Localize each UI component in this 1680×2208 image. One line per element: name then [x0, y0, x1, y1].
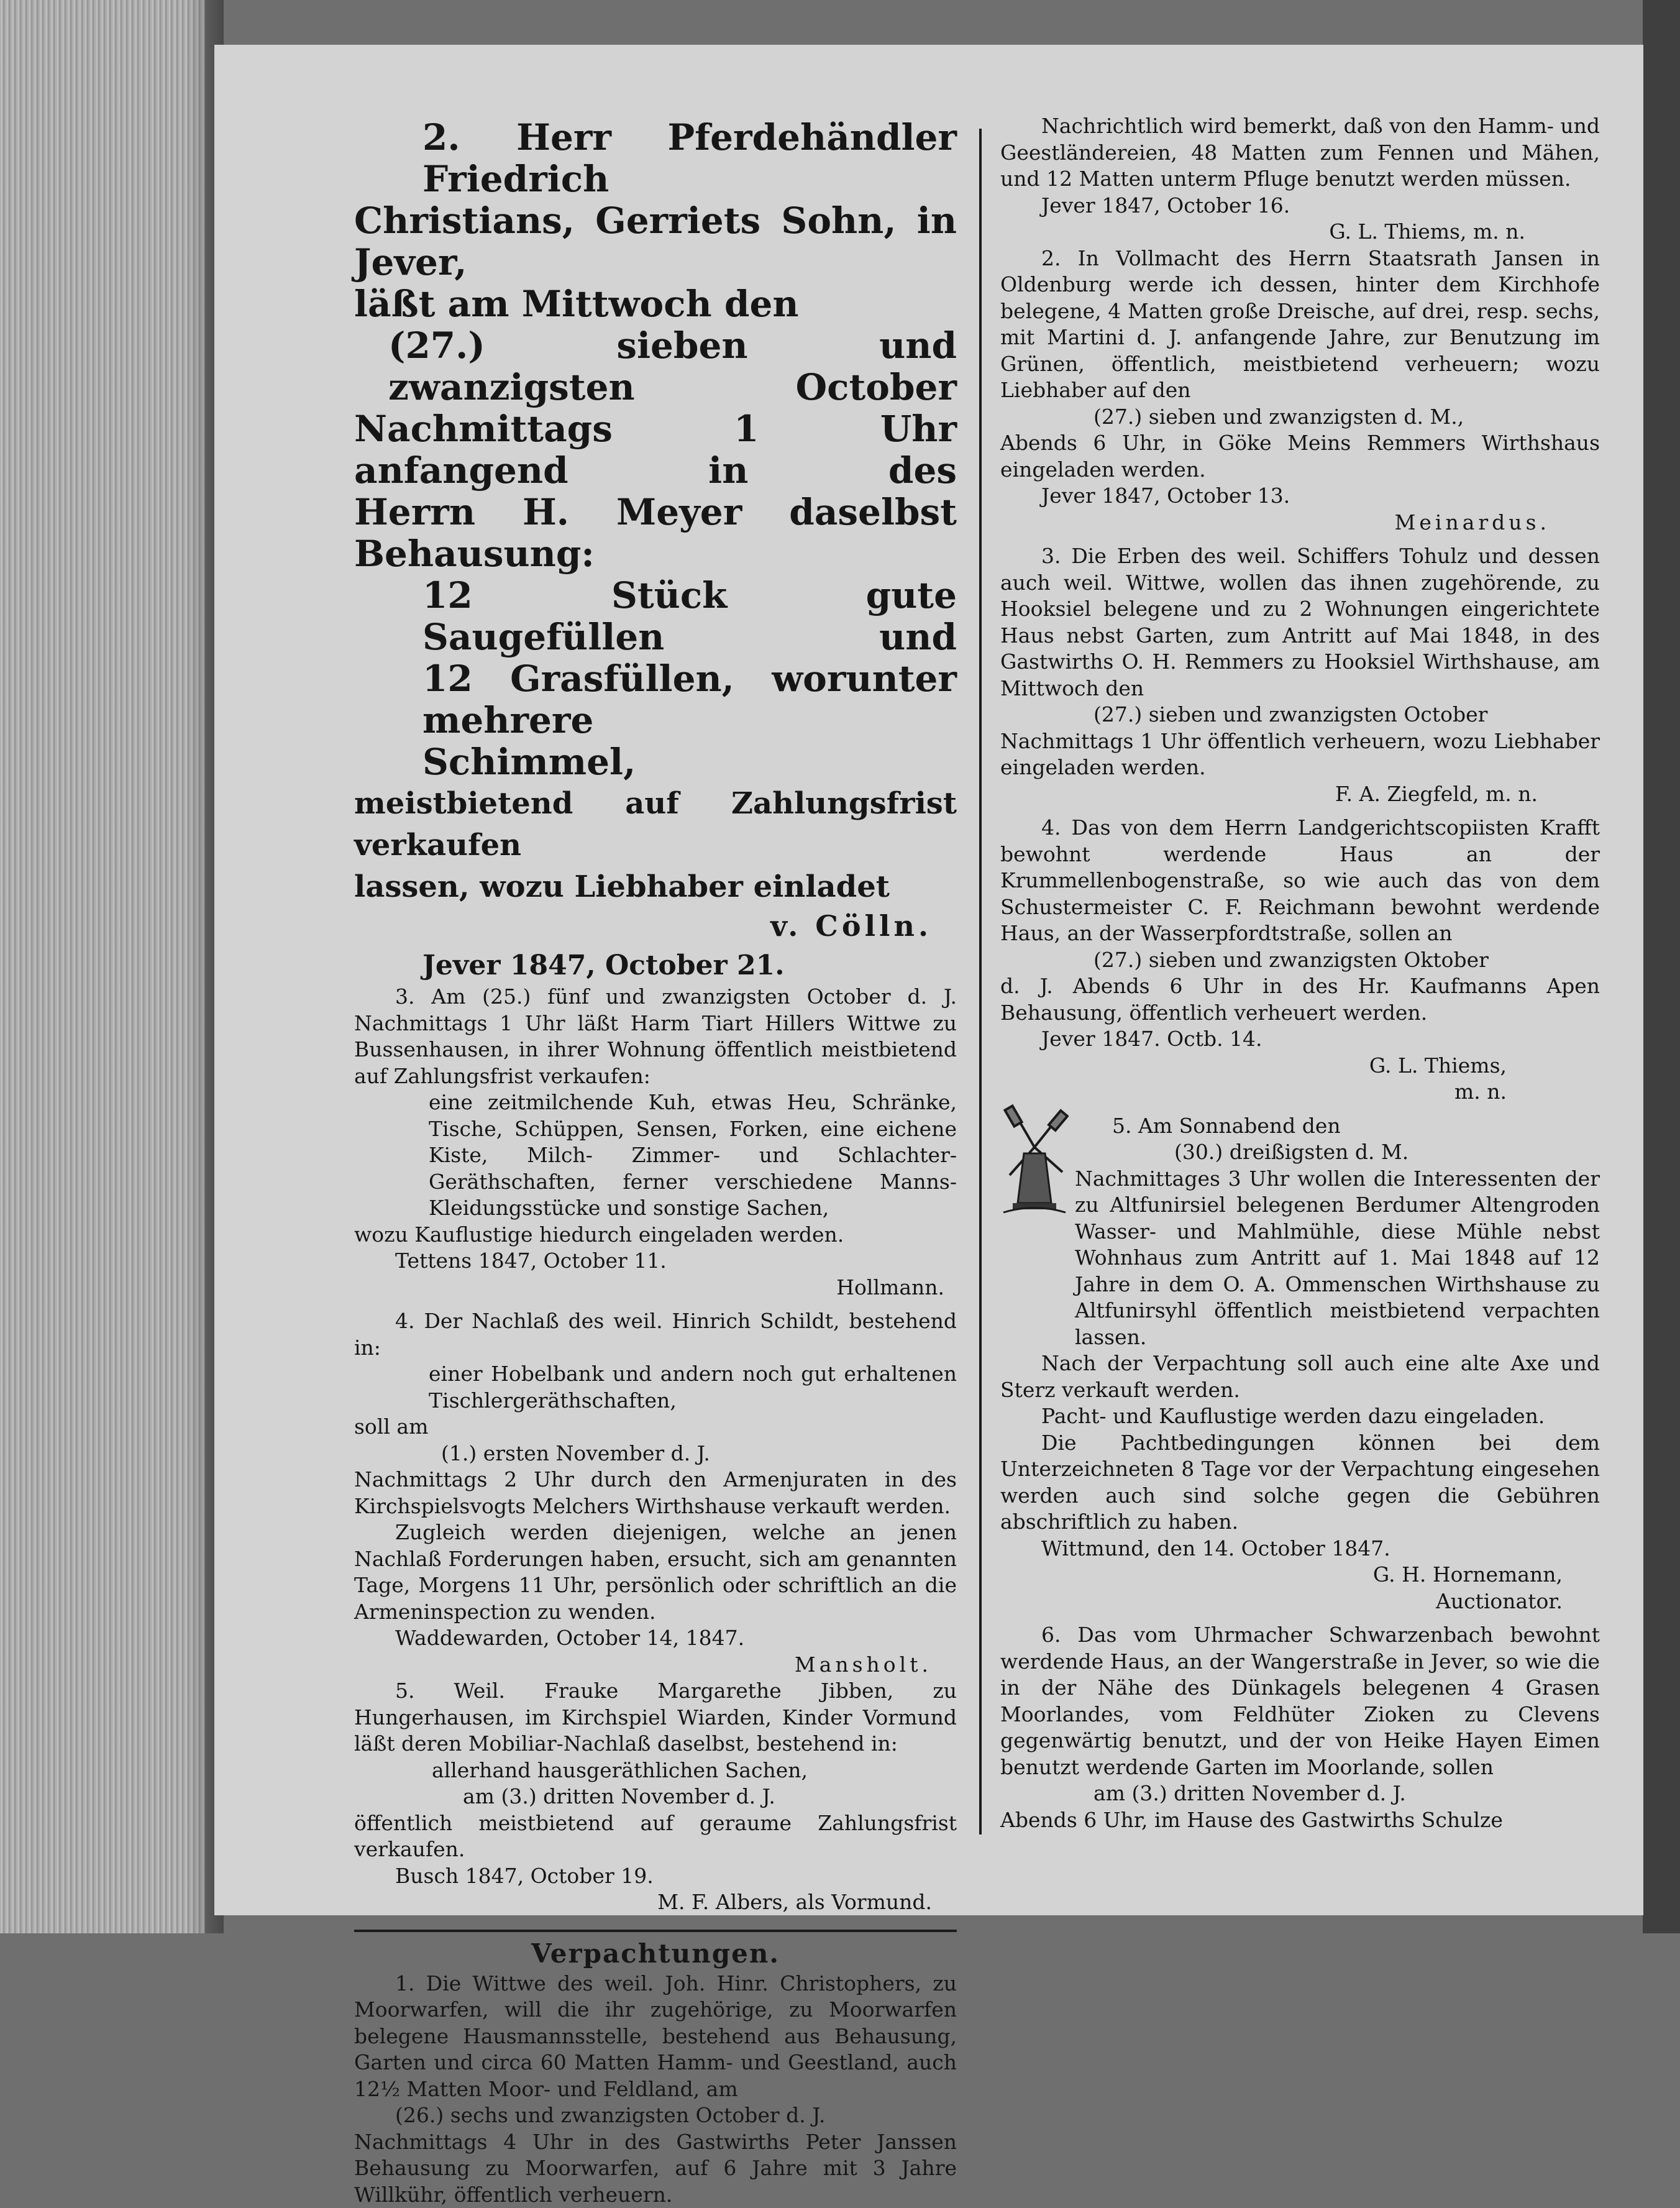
ad-2-line: läßt am Mittwoch den — [354, 283, 957, 325]
ad-2-line: meistbietend auf Zahlungsfrist verkaufen — [354, 783, 957, 866]
lease-5-text2: Nach der Verpachtung soll auch eine alte Axe und Sterz verkauft werden. — [1000, 1350, 1600, 1403]
ad-2-line: 12 Grasfüllen, worunter mehrere — [354, 658, 957, 741]
ad-3-signature: Hollmann. — [354, 1275, 957, 1301]
lease-4-text2: d. J. Abends 6 Uhr in des Hr. Kaufmanns Apen Behausung, öffentlich verheuert werden. — [1000, 973, 1600, 1026]
column-divider — [979, 129, 982, 1835]
ad-4-signature: Mansholt. — [354, 1652, 957, 1679]
ad-2-headline — [354, 117, 957, 908]
ad-2-line: Christians, Gerriets Sohn, in Jever, — [354, 200, 957, 283]
lease-5-date: Wittmund, den 14. October 1847. — [1000, 1536, 1600, 1562]
lease-6-text: 6. Das vom Uhrmacher Schwarzenbach bewohnt werdende Haus, an der Wangerstraße in Jever, so wie die in der Nähe des Dünkagels belegenen 4 Grasen Moorlandes, vom Feldhüter Zioken zu Clevens gegenwärtig benutzt, und der von Heike Hayen Eimen benutzt werdende Garten im Moorlande, sollen — [1000, 1622, 1600, 1780]
lease-5-text: Nachmittages 3 Uhr wollen die Interessenten der zu Altfunirsiel belegenen Berdumer Altengroden Wasser- und Mahlmühle, diese Mühle nebst Wohnhaus zum Antritt auf 1. Mai 1848 auf 12 Jahre in dem O. A. Ommenschen Wirthshause zu Altfunirsyhl öffentlich meistbietend verpachten lassen. — [1000, 1166, 1600, 1351]
lease-2-date-line: (27.) sieben und zwanzigsten d. M., — [1000, 404, 1600, 431]
lease-2-signature: Meinardus. — [1000, 510, 1600, 536]
lease-5-text3: Pacht- und Kauflustige werden dazu eingeladen. — [1000, 1403, 1600, 1430]
lease-3-signature: F. A. Ziegfeld, m. n. — [1000, 781, 1600, 808]
lease-6-text2: Abends 6 Uhr, im Hause des Gastwirths Schulze — [1000, 1807, 1600, 1834]
ad-2-line: (27.) sieben und zwanzigsten October — [354, 325, 957, 408]
ad-2-line: lassen, wozu Liebhaber einladet — [354, 866, 957, 908]
lease-4-text: 4. Das von dem Herrn Landgerichtscopiisten Krafft bewohnt werdende Haus an der Krummellenbogenstraße, so wie auch das von dem Schustermeister C. F. Reichmann bewohnt werdende Haus, an der Wasserpfordtstraße, sollen an — [1000, 815, 1600, 947]
lease-4-date: Jever 1847. Octb. 14. — [1000, 1026, 1600, 1053]
lease-6-date-line: am (3.) dritten November d. J. — [1000, 1780, 1600, 1807]
lease-5-block — [1000, 1113, 1600, 1166]
left-column — [354, 117, 957, 2208]
ad-3-closing: wozu Kauflustige hiedurch eingeladen werden. — [354, 1222, 957, 1248]
ad-3-items: eine zeitmilchende Kuh, etwas Heu, Schränke, Tische, Schüppen, Sensen, Forken, eine eichene Kiste, Milch- Zimmer- und Schlachter-Geräthschaften, ferner verschiedene Manns-Kleidungsstücke und sonstige Sachen, — [354, 1089, 957, 1222]
ad-2-date: Jever 1847, October 21. — [354, 948, 957, 984]
ad-2-signature: v. Cölln. — [354, 908, 957, 944]
lease-5-signature: G. H. Hornemann, — [1000, 1562, 1600, 1588]
ad-4-text2: Nachmittags 2 Uhr durch den Armenjuraten in des Kirchspielsvogts Melchers Wirthshause verkauft werden. — [354, 1467, 957, 1519]
ad-5-date-line: am (3.) dritten November d. J. — [354, 1784, 957, 1810]
lease-1-date: Jever 1847, October 16. — [1000, 193, 1600, 219]
ad-5-text: 5. Weil. Frauke Margarethe Jibben, zu Hungerhausen, im Kirchspiel Wiarden, Kinder Vormund läßt deren Mobiliar-Nachlaß daselbst, bestehend in: — [354, 1678, 957, 1757]
ad-5-date: Busch 1847, October 19. — [354, 1863, 957, 1890]
lease-1-date-line: (26.) sechs und zwanzigsten October d. J. — [354, 2102, 957, 2129]
lease-5-date-line: (30.) dreißigsten d. M. — [1075, 1139, 1600, 1166]
ad-4-date: Waddewarden, October 14, 1847. — [354, 1625, 957, 1652]
lease-3-text: 3. Die Erben des weil. Schiffers Tohulz und dessen auch weil. Wittwe, wollen das ihnen zugehörende, zu Hooksiel belegene und zu 2 Wohnungen eingerichtete Haus nebst Garten, zum Antritt auf Mai 1848, in des Gastwirths O. H. Remmers zu Hooksiel Wirthshause, am Mittwoch den — [1000, 543, 1600, 702]
section-rule — [354, 1930, 957, 1932]
ad-5-text2: öffentlich meistbietend auf geraume Zahlungsfrist verkaufen. — [354, 1810, 957, 1863]
lease-3-date-line: (27.) sieben und zwanzigsten October — [1000, 702, 1600, 728]
lease-1-note: Nachrichtlich wird bemerkt, daß von den Hamm- und Geestländereien, 48 Matten zum Fennen und Mähen, und 12 Matten unterm Pfluge benutzt werden müssen. — [1000, 113, 1600, 193]
ad-2-line: Herrn H. Meyer daselbst Behausung: — [354, 492, 957, 575]
lease-4-signature: G. L. Thiems, — [1000, 1053, 1600, 1079]
lease-2-text2: Abends 6 Uhr, in Göke Meins Remmers Wirthshaus eingeladen werden. — [1000, 430, 1600, 483]
lease-3-text2: Nachmittags 1 Uhr öffentlich verheuern, wozu Liebhaber eingeladen werden. — [1000, 728, 1600, 781]
ad-4-text: 4. Der Nachlaß des weil. Hinrich Schildt, bestehend in: — [354, 1308, 957, 1361]
ad-4-date-line: (1.) ersten November d. J. — [354, 1441, 957, 1467]
lease-5-text4: Die Pachtbedingungen können bei dem Unterzeichneten 8 Tage vor der Verpachtung eingesehen werden auch sind solche gegen die Gebühren abschriftlich zu haben. — [1000, 1430, 1600, 1536]
background-right — [1643, 0, 1680, 1933]
book-page-edges — [0, 0, 205, 1933]
ad-4-text3: Zugleich werden diejenigen, welche an jenen Nachlaß Forderungen haben, ersucht, sich am genannten Tage, Morgens 11 Uhr, persönlich oder schriftlich an die Armeninspection zu wenden. — [354, 1519, 957, 1625]
ad-3-date: Tettens 1847, October 11. — [354, 1248, 957, 1275]
windmill-icon — [1000, 1104, 1069, 1216]
lease-5-line1: 5. Am Sonnabend den — [1075, 1113, 1600, 1140]
lease-1-signature: G. L. Thiems, m. n. — [1000, 219, 1600, 245]
ad-4-soll-am: soll am — [354, 1414, 957, 1441]
right-column — [1000, 113, 1600, 1833]
lease-1-text: 1. Die Wittwe des weil. Joh. Hinr. Christophers, zu Moorwarfen, will die ihr zugehörige, zu Moorwarfen belegene Hausmannsstelle, bestehend aus Behausung, Garten und circa 60 Matten Hamm- und Geestland, auch 12½ Matten Moor- und Feldland, am — [354, 1971, 957, 2103]
section-heading: Verpachtungen. — [354, 1937, 957, 1971]
lease-2-date: Jever 1847, October 13. — [1000, 483, 1600, 510]
lease-2-text: 2. In Vollmacht des Herrn Staatsrath Jansen in Oldenburg werde ich dessen, hinter dem Kirchhofe belegene, 4 Matten große Dreische, auf drei, resp. sechs, mit Martini d. J. anfangende Jahre, zur Benutzung im Grünen, öffentlich, meistbietend verheuern; wozu Liebhaber auf den — [1000, 245, 1600, 404]
ad-5-items: allerhand hausgeräthlichen Sachen, — [354, 1757, 957, 1784]
ad-2-line: 2. Herr Pferdehändler Friedrich — [354, 117, 957, 200]
ad-5-signature: M. F. Albers, als Vormund. — [354, 1889, 957, 1916]
ad-2-line: 12 Stück gute Saugefüllen und — [354, 575, 957, 658]
ad-2-line: Nachmittags 1 Uhr anfangend in des — [354, 408, 957, 492]
ad-3-text: 3. Am (25.) fünf und zwanzigsten October d. J. Nachmittags 1 Uhr läßt Harm Tiart Hillers Wittwe zu Bussenhausen, in ihrer Wohnung öffentlich meistbietend auf Zahlungsfrist verkaufen: — [354, 984, 957, 1089]
ad-4-items: einer Hobelbank und andern noch gut erhaltenen Tischlergeräthschaften, — [354, 1361, 957, 1414]
ad-2-line: Schimmel, — [354, 741, 957, 783]
lease-5-signature-2: Auctionator. — [1000, 1588, 1600, 1615]
lease-4-date-line: (27.) sieben und zwanzigsten Oktober — [1000, 947, 1600, 974]
lease-4-signature-2: m. n. — [1000, 1079, 1600, 1106]
lease-1-text2: Nachmittags 4 Uhr in des Gastwirths Peter Janssen Behausung zu Moorwarfen, auf 6 Jahre mit 3 Jahre Willkühr, öffentlich verheuern. — [354, 2129, 957, 2208]
